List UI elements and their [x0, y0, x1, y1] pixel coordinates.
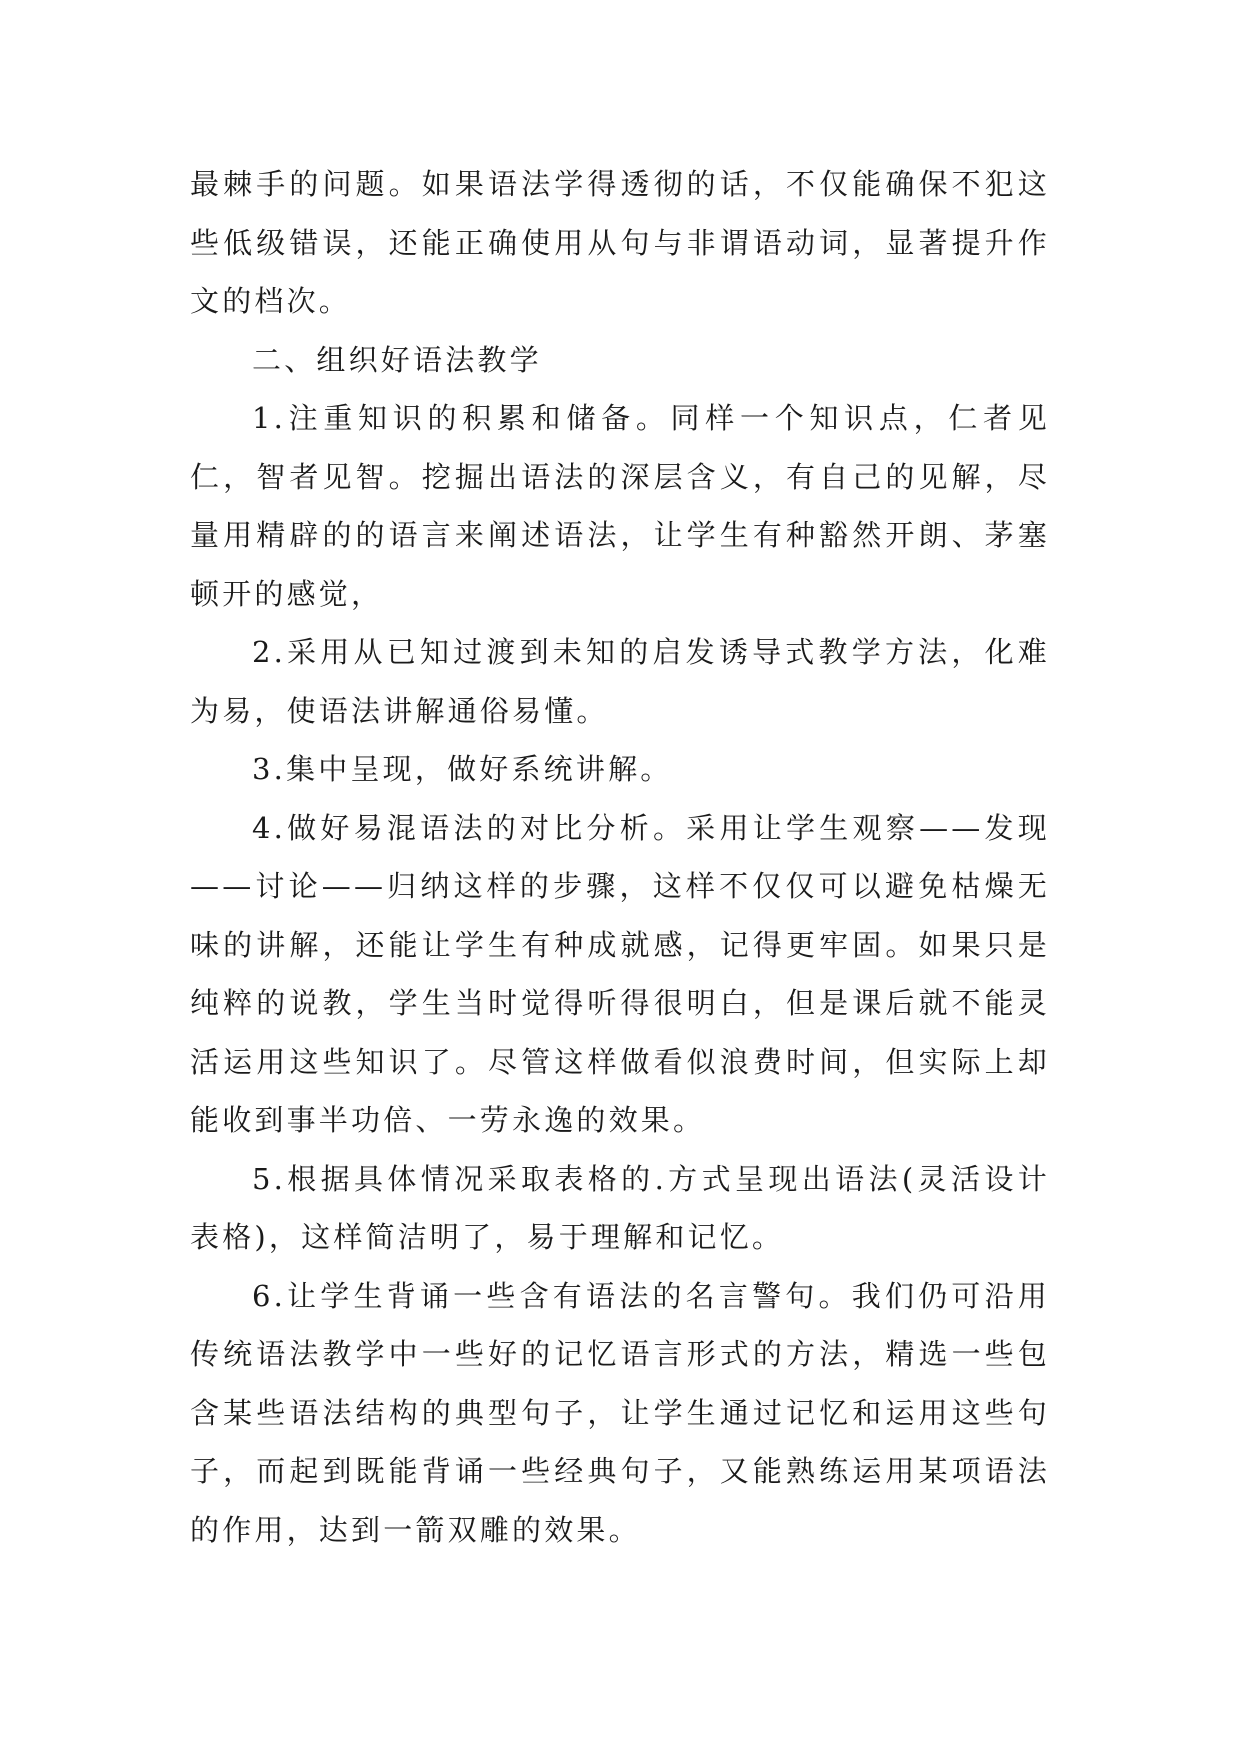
document-body — [190, 155, 1050, 1559]
paragraph-item-1: 1.注重知识的积累和储备。同样一个知识点，仁者见仁，智者见智。挖掘出语法的深层含义，有自己的见解，尽量用精辟的的语言来阐述语法，让学生有种豁然开朗、茅塞顿开的感觉， — [190, 401, 1050, 611]
paragraph-continuation: 最棘手的问题。如果语法学得透彻的话，不仅能确保不犯这些低级错误，还能正确使用从句与非谓语动词，显著提升作文的档次。 — [190, 167, 1050, 318]
paragraph-item-3: 3.集中呈现，做好系统讲解。 — [252, 752, 673, 786]
paragraph-item-5: 5.根据具体情况采取表格的.方式呈现出语法(灵活设计表格)，这样简洁明了，易于理解和记忆。 — [190, 1161, 1050, 1254]
paragraph-item-6: 6.让学生背诵一些含有语法的名言警句。我们仍可沿用传统语法教学中一些好的记忆语言形式的方法，精选一些包含某些语法结构的典型句子，让学生通过记忆和运用这些句子，而起到既能背诵一些经典句子，又能熟练运用某项语法的作用，达到一箭双雕的效果。 — [190, 1278, 1050, 1547]
section-heading: 二、组织好语法教学 — [252, 342, 542, 377]
paragraph-item-4: 4.做好易混语法的对比分析。采用让学生观察——发现——讨论——归纳这样的步骤，这样不仅仅可以避免枯燥无味的讲解，还能让学生有种成就感，记得更牢固。如果只是纯粹的说教，学生当时觉得听得很明白，但是课后就不能灵活运用这些知识了。尽管这样做看似浪费时间，但实际上却能收到事半功倍、一劳永逸的效果。 — [190, 810, 1050, 1137]
paragraph-item-2: 2.采用从已知过渡到未知的启发诱导式教学方法，化难为易，使语法讲解通俗易懂。 — [190, 635, 1050, 728]
